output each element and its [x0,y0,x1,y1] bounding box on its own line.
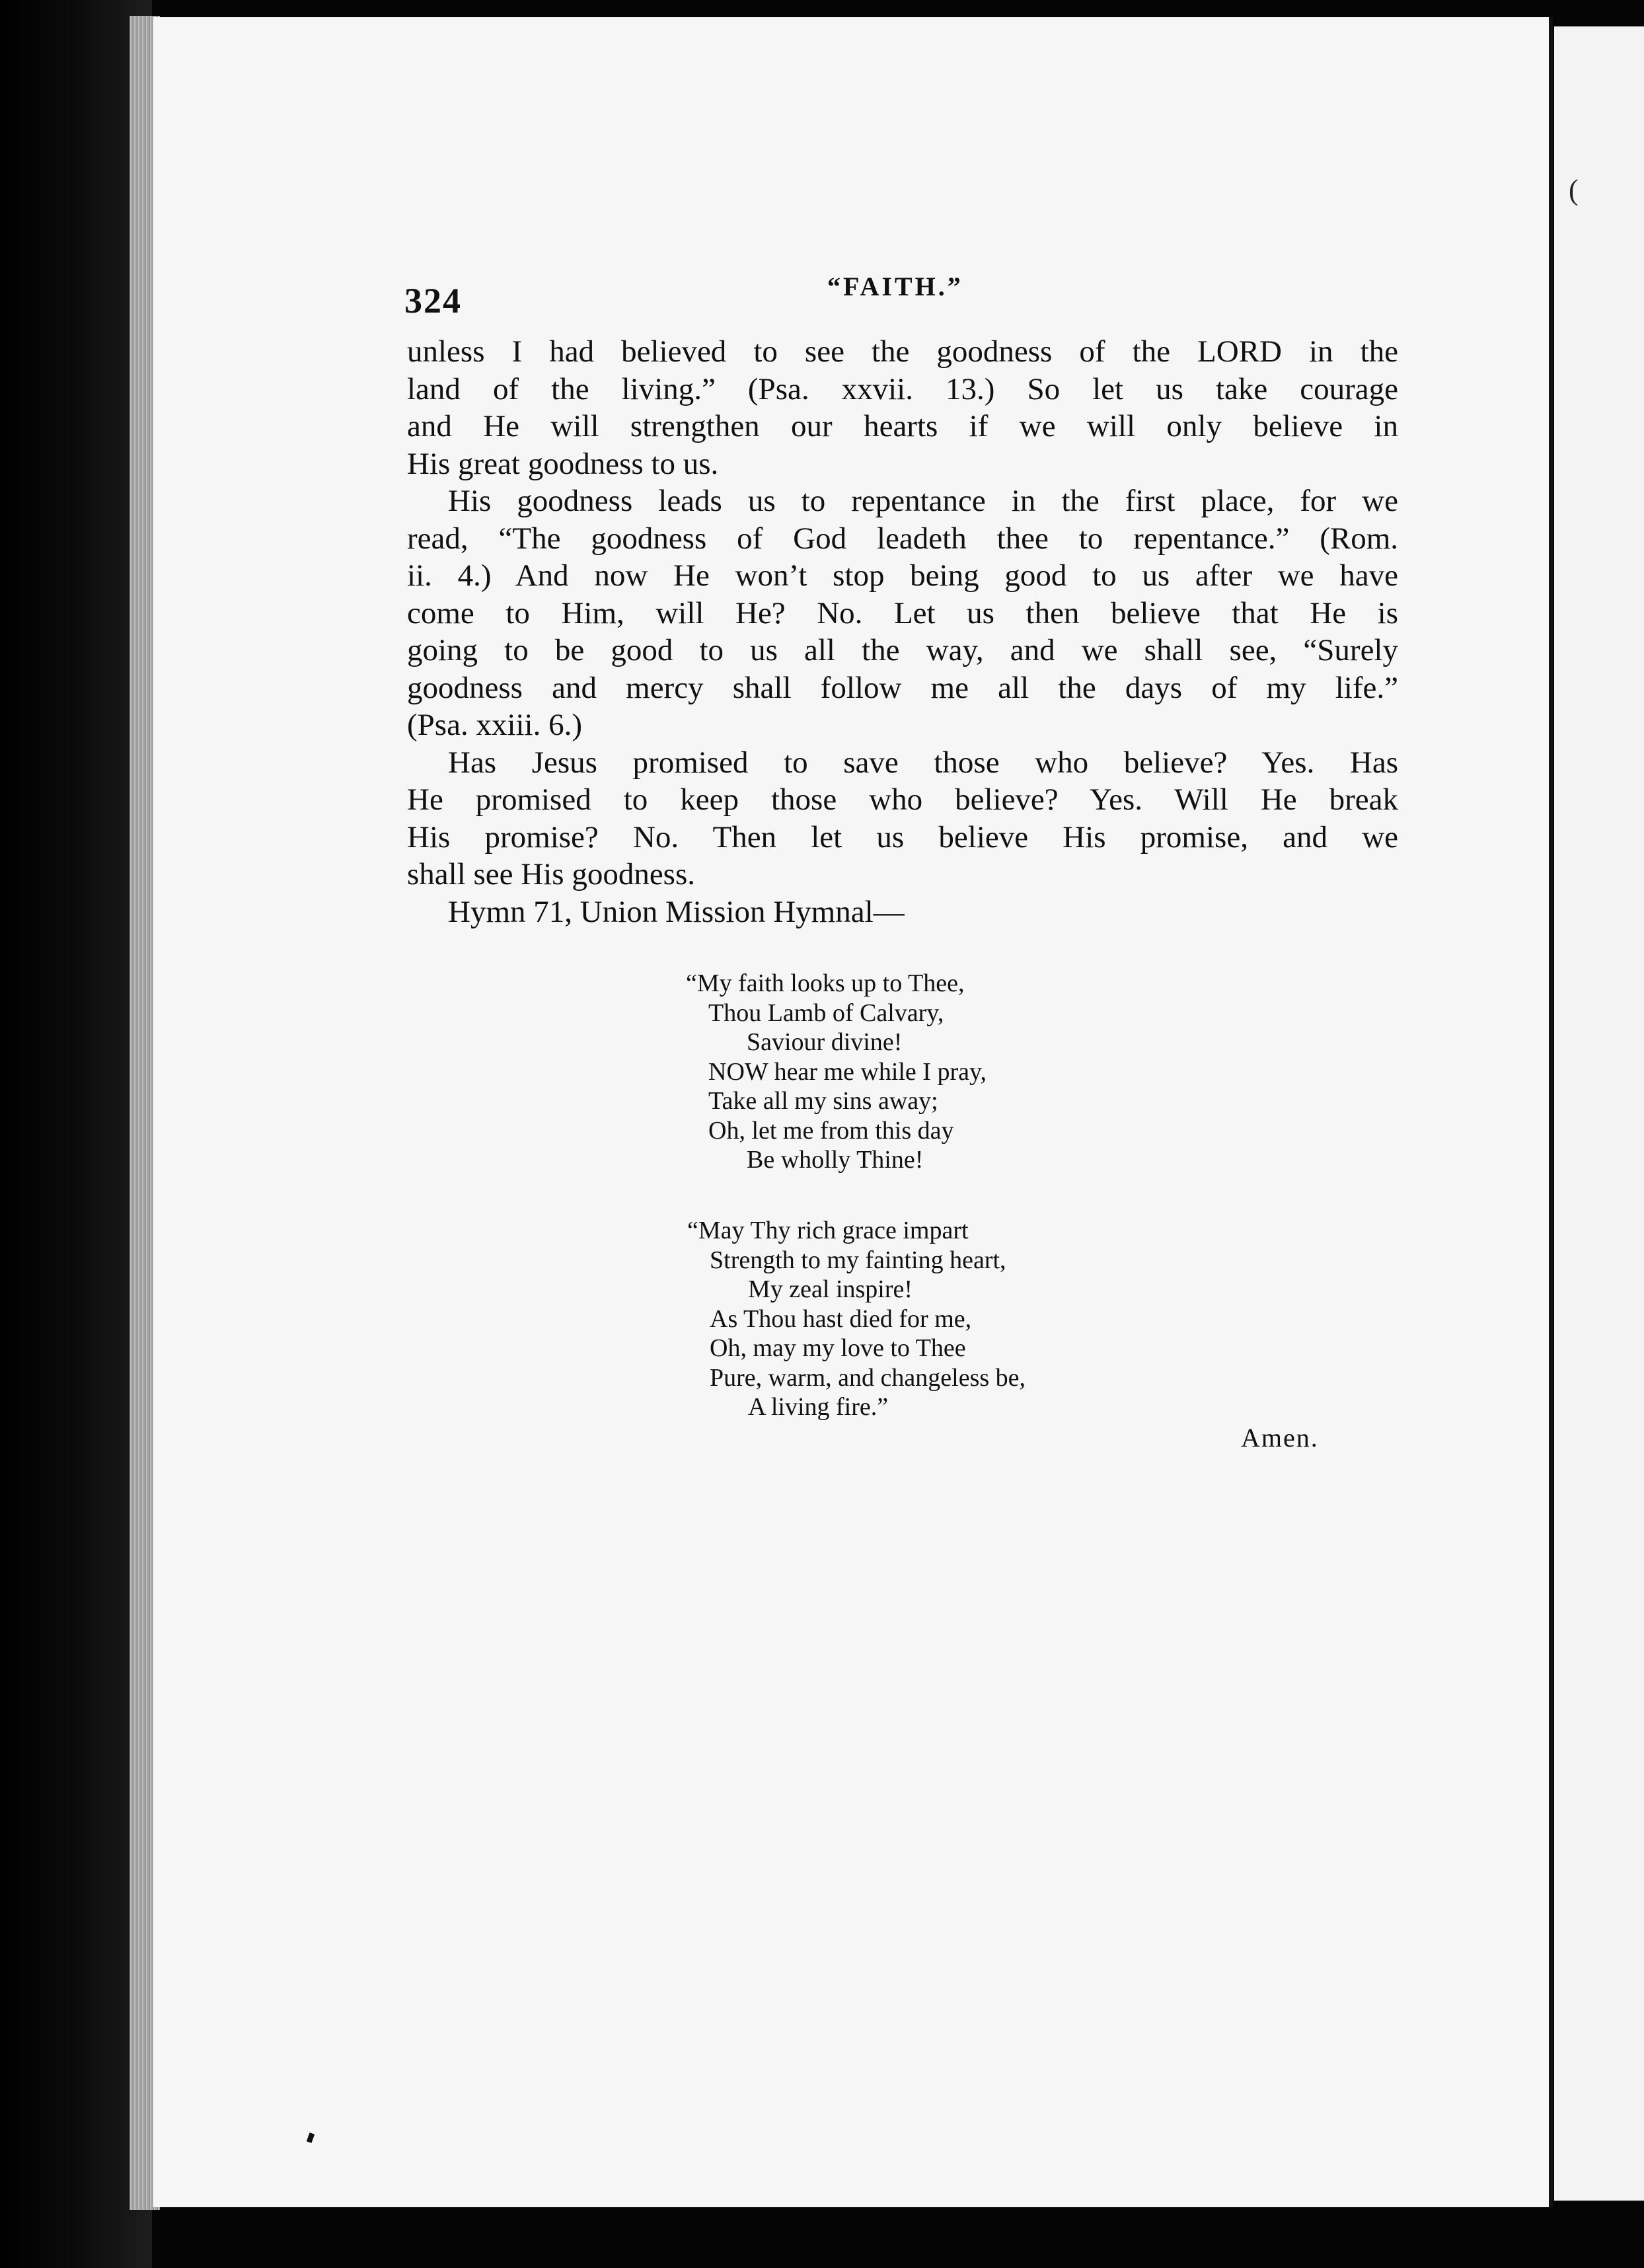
hymn-line: Oh, may my love to Thee [710,1334,966,1362]
hymn-line: Be wholly Thine! [747,1146,924,1174]
hymn-line: “My faith looks up to Thee, [686,969,965,997]
body-line: (Psa. xxiii. 6.) [407,708,583,742]
body-line: shall see His goodness. [407,857,696,891]
body-text [407,333,1398,930]
hymn-line: My zeal inspire! [748,1275,913,1303]
body-line: read, “The goodness of God leadeth thee to repentance.” (Rom. [407,521,1398,556]
hymn-line: A living fire.” [748,1393,889,1421]
facing-page-mark: ( [1569,174,1579,206]
body-line: land of the living.” (Psa. xxvii. 13.) So let us take courage [407,371,1398,406]
body-line: Hymn 71, Union Mission Hymnal— [448,894,905,929]
body-line: unless I had believed to see the goodness of the LORD in the [407,334,1398,369]
body-line: goodness and mercy shall follow me all the days of my life.” [407,670,1398,705]
body-line: and He will strengthen our hearts if we will only believe in [407,409,1398,443]
body-line: His promise? No. Then let us believe His promise, and we [407,819,1398,854]
hymn-line: Saviour divine! [747,1028,903,1056]
body-line: Has Jesus promised to save those who believe? Yes. Has [448,745,1398,780]
hymn-verse-2 [687,1216,1026,1422]
body-line: come to Him, will He? No. Let us then believe that He is [407,595,1398,630]
hymn-line: As Thou hast died for me, [710,1304,972,1333]
body-line: ii. 4.) And now He won’t stop being good to us after we have [407,558,1398,593]
page-number: 324 [404,281,462,321]
hymn-verse-1 [686,969,987,1175]
hymn-line: Oh, let me from this day [708,1116,954,1145]
hymn-line: Strength to my fainting heart, [710,1246,1006,1274]
body-line: going to be good to us all the way, and we shall see, “Surely [407,633,1398,667]
body-line: His goodness leads us to repentance in the first place, for we [448,484,1398,518]
hymn-line: NOW hear me while I pray, [708,1057,987,1086]
body-line: His great goodness to us. [407,446,719,481]
hymn-line: Take all my sins away; [708,1087,938,1115]
body-line: He promised to keep those who believe? Yes. Will He break [407,782,1398,817]
hymn-line: Thou Lamb of Calvary, [708,999,944,1027]
hymn-line: “May Thy rich grace impart [687,1217,969,1244]
hymn-line: Pure, warm, and changeless be, [710,1363,1026,1392]
page-header [404,271,1401,324]
facing-page-edge [1554,26,1644,2201]
running-title: “FAITH.” [827,272,963,301]
closing-amen: Amen. [1241,1423,1319,1453]
